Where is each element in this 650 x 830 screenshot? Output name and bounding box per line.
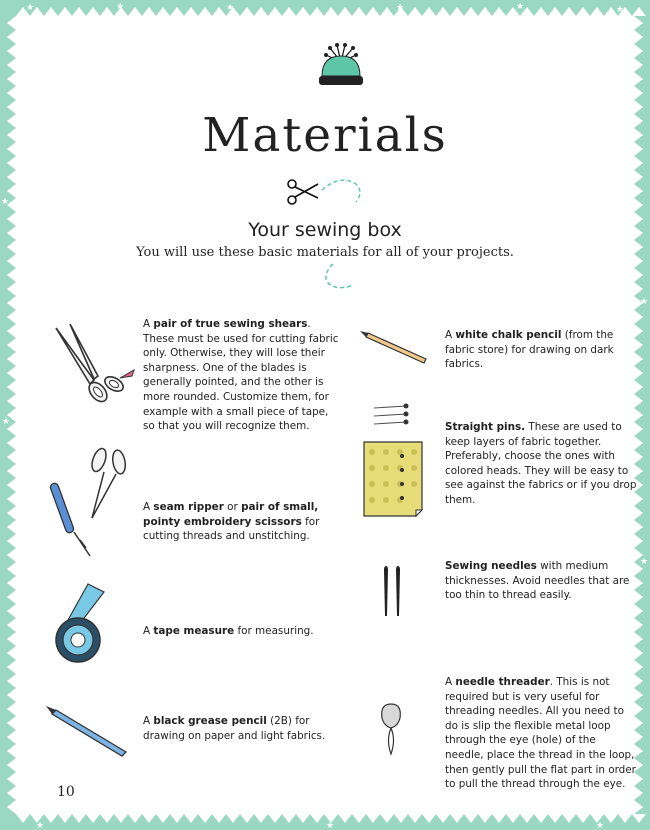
sewing-needles-description: Sewing needles with medium thicknesses. Avoid needles that are too thin to thread easily. (445, 560, 630, 602)
seam-ripper-scissors-icon (44, 440, 134, 560)
embroidery-scissors-name: pair of small, pointy embroidery scissors (143, 501, 319, 528)
tape-measure-description: A tape measure for measuring. (143, 625, 314, 637)
border-star-icon: ★ (225, 3, 235, 13)
tape-measure-icon (50, 582, 116, 668)
section-subtitle: Your sewing box (248, 219, 402, 241)
border-star-icon: ★ (35, 821, 45, 830)
border-star-icon: ★ (325, 821, 335, 830)
seam-ripper-description: A seam ripper or pair of small, pointy embroidery scissors for cutting threads and unstitching. (143, 501, 320, 543)
straight-pins-icon (362, 400, 428, 518)
needle-threader-icon (376, 700, 406, 760)
chalk-pencil-icon (358, 325, 430, 365)
seam-ripper-name: seam ripper (153, 501, 224, 513)
straight-pins-name: Straight pins. (445, 421, 526, 433)
needle-threader-name: needle threader (455, 676, 550, 688)
border-star-icon: ★ (515, 2, 525, 12)
intro-text: You will use these basic materials for all of your projects. (136, 245, 514, 260)
border-star-icon: ★ (615, 5, 625, 15)
grease-pencil-icon (42, 702, 132, 758)
scissors-ornament-icon (280, 172, 370, 212)
shears-description: A pair of true sewing shears. These must be used for cutting fabric only. Otherwise, they will lose their sharpness. One of the blades is generally pointed, and the other is more rounded. Customize them, for example with a small piece of tape, so that you will recognize them. (143, 318, 339, 433)
border-star-icon: ★ (1, 417, 11, 427)
sewing-needles-name: Sewing needles (445, 560, 537, 572)
straight-pins-description: Straight pins. These are used to keep layers of fabric together. Preferably, choose the ones with colored heads. They will be easy to see against the fabrics or if you drop them. (445, 421, 637, 506)
border-star-icon: ★ (595, 821, 605, 830)
chalk-pencil-name: white chalk pencil (455, 329, 562, 341)
sewing-shears-icon (48, 322, 138, 410)
grease-pencil-name: black grease pencil (153, 715, 267, 727)
page-number: 10 (57, 784, 75, 800)
border-star-icon: ★ (25, 3, 35, 13)
tape-measure-name: tape measure (153, 625, 235, 637)
pincushion-icon (316, 42, 366, 88)
border-star-icon: ★ (0, 197, 10, 207)
sewing-needles-icon (380, 564, 406, 618)
border-star-icon: ★ (639, 557, 649, 567)
needle-threader-description: A needle threader. This is not required but is very useful for threading needles. All you need to do is slip the flexible metal loop through the eye (hole) of the needle, place the thread in the loop, then gently pull the flat part in order to pull the thread through the eye. (445, 676, 636, 791)
dashed-thread-icon (315, 262, 355, 292)
shears-name: pair of true sewing shears (153, 318, 308, 330)
chalk-pencil-description: A white chalk pencil (from the fabric store) for drawing on dark fabrics. (445, 329, 614, 371)
border-star-icon: ★ (639, 297, 649, 307)
grease-pencil-description: A black grease pencil (2B) for drawing on paper and light fabrics. (143, 715, 326, 742)
border-star-icon: ★ (115, 2, 125, 12)
border-star-icon: ★ (395, 3, 405, 13)
page-title: Materials (202, 108, 448, 163)
